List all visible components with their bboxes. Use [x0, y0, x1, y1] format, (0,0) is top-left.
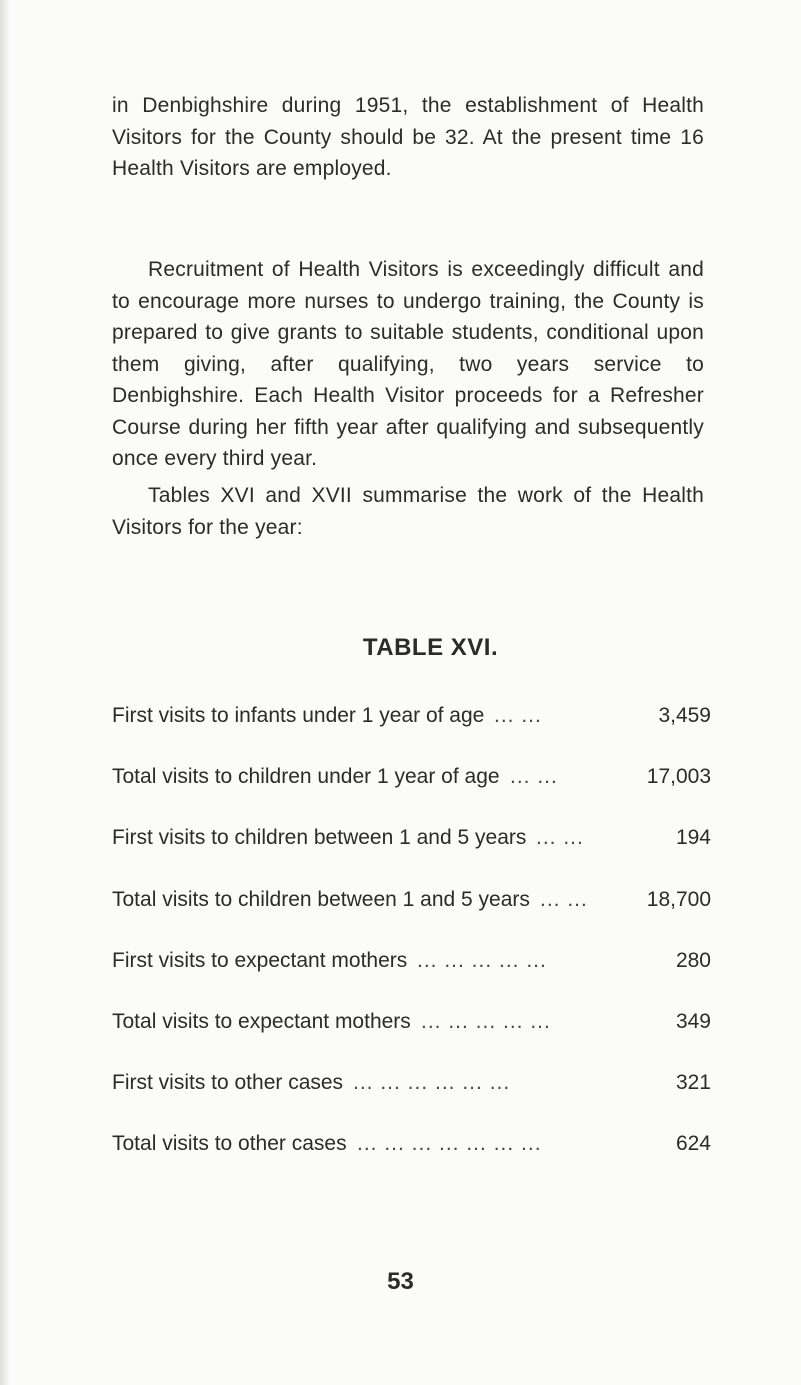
row-leader-dots: ... ...: [536, 826, 584, 850]
table-row: [112, 1006, 711, 1054]
scan-edge-shadow: [0, 0, 10, 1385]
row-leader-dots: ... ... ... ... ... ... ...: [357, 1132, 542, 1156]
table-row: [112, 822, 711, 870]
paragraph-tables-intro-text: Tables XVI and XVII summarise the work of the Health Visitors for the year:: [112, 484, 704, 539]
table-row: [112, 761, 711, 809]
paragraph-recruitment-text: Recruitment of Health Visitors is exceedingly difficult and to encourage more nurses to undergo training, the County is prepared to give grants to suitable students, conditional upon them giving, after qualifying, two years service to Denbighshire. Each Health Visitor proceeds for a Refresher Course during her fifth year after qualifying and subsequently once every third year.: [112, 258, 704, 470]
row-value: 349: [675, 1009, 711, 1033]
row-value: 194: [675, 826, 711, 850]
row-leader-dots: ... ... ... ... ...: [417, 948, 547, 972]
table-title: TABLE XVI.: [362, 634, 499, 661]
row-label: Total visits to other cases: [112, 1132, 347, 1156]
table-row: [112, 700, 711, 748]
row-label: First visits to infants under 1 year of age: [112, 704, 485, 727]
row-value: 280: [675, 948, 711, 972]
table-row: [112, 1067, 711, 1115]
row-label: First visits to other cases: [112, 1071, 344, 1095]
page-number: 53: [387, 1268, 414, 1295]
table-row: [112, 945, 711, 993]
row-value: 18,700: [646, 887, 711, 911]
row-label: First visits to expectant mothers: [112, 948, 408, 972]
row-value: 17,003: [646, 765, 711, 789]
row-value: 321: [675, 1071, 711, 1095]
row-label: First visits to children between 1 and 5 years: [112, 826, 527, 850]
row-leader-dots: ... ... ... ... ...: [421, 1009, 551, 1033]
row-leader-dots: ... ...: [494, 704, 542, 727]
row-leader-dots: ... ...: [510, 765, 558, 789]
paragraph-recruitment: [112, 254, 704, 475]
paragraph-establishment: in Denbighshire during 1951, the establishment of Health Visitors for the County should be 32. At the present time 16 Health Visitors are employed.: [112, 94, 704, 180]
row-leader-dots: ... ... ... ... ... ...: [353, 1071, 511, 1095]
row-leader-dots: ... ...: [540, 887, 588, 911]
row-value: 624: [675, 1132, 711, 1156]
table-row: [112, 1128, 711, 1176]
table-rows: [112, 700, 711, 1190]
row-label: Total visits to children between 1 and 5 years: [112, 887, 530, 911]
paragraph-tables-intro: [112, 480, 704, 543]
table-row: [112, 884, 711, 932]
row-label: Total visits to expectant mothers: [112, 1009, 411, 1033]
row-label: Total visits to children under 1 year of age: [112, 765, 500, 789]
row-value: 3,459: [658, 704, 711, 727]
